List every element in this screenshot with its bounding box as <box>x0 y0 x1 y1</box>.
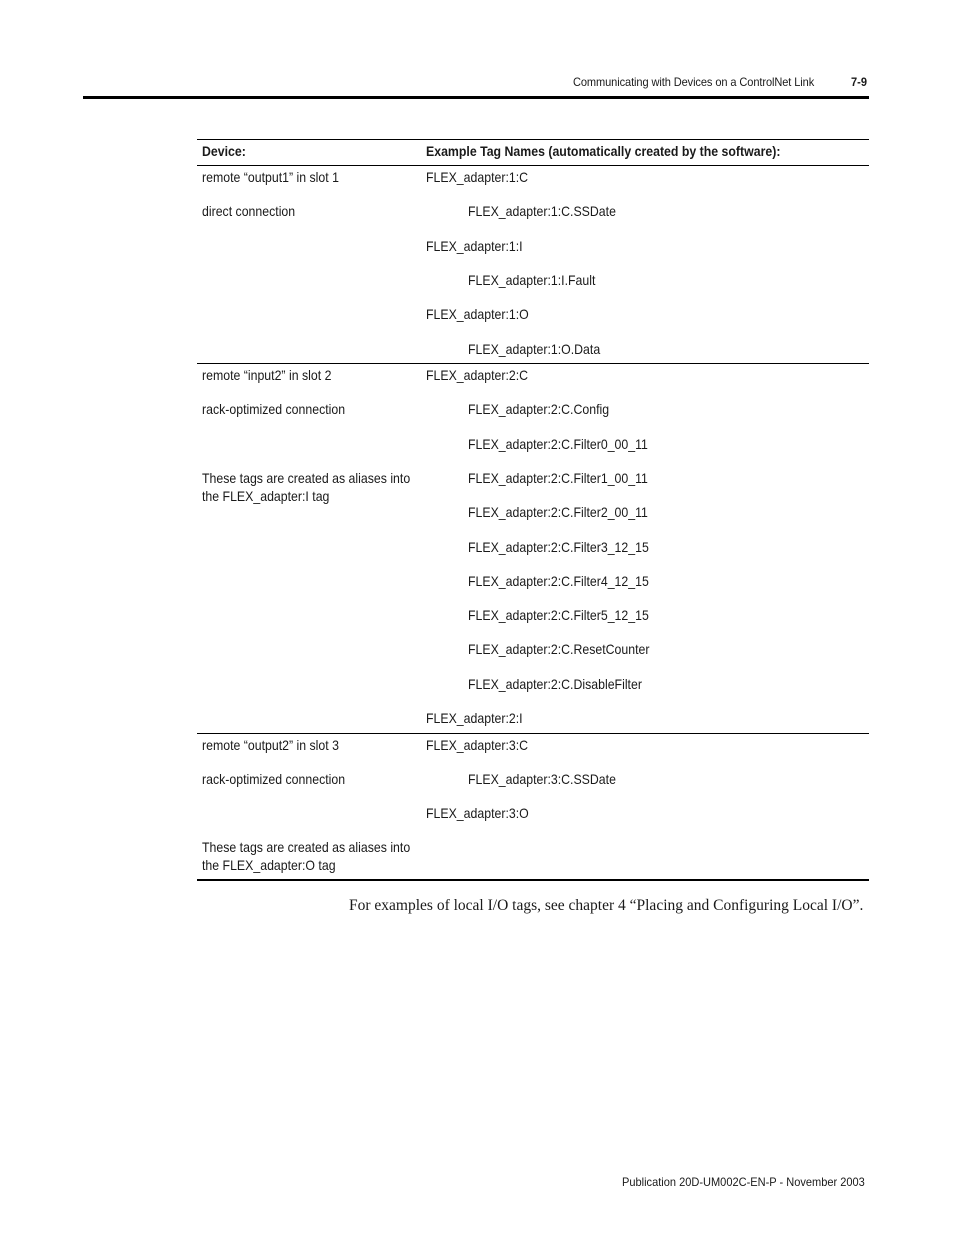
tag-member: FLEX_adapter:2:C.Filter3_12_15 <box>468 539 649 555</box>
tag-member: FLEX_adapter:2:C.Filter5_12_15 <box>468 607 649 623</box>
tag-name: FLEX_adapter:2:I <box>426 710 523 726</box>
tag-member: FLEX_adapter:2:C.Config <box>468 401 610 417</box>
publication-footer: Publication 20D-UM002C-EN-P - November 2003 <box>622 1175 865 1189</box>
tag-member: FLEX_adapter:1:I.Fault <box>468 272 596 288</box>
device-name: remote “output1” in slot 1 <box>202 169 339 185</box>
alias-note: These tags are created as aliases into the FLEX_adapter:O tag <box>202 839 411 873</box>
table-header-rule <box>197 165 869 166</box>
tag-name: FLEX_adapter:2:C <box>426 367 529 383</box>
page-number: 7-9 <box>851 75 867 89</box>
tag-member: FLEX_adapter:1:O.Data <box>468 341 601 357</box>
device-name: remote “input2” in slot 2 <box>202 367 332 383</box>
column-header-tag-names: Example Tag Names (automatically created by the software): <box>426 143 781 159</box>
tag-member: FLEX_adapter:2:C.Filter1_00_11 <box>468 470 648 486</box>
body-paragraph: For examples of local I/O tags, see chapter 4 “Placing and Configuring Local I/O”. <box>349 897 864 914</box>
device-name: remote “output2” in slot 3 <box>202 737 339 753</box>
tag-member: FLEX_adapter:1:C.SSDate <box>468 203 616 219</box>
tag-name: FLEX_adapter:1:O <box>426 306 529 322</box>
table-row-divider <box>197 733 869 734</box>
tag-member: FLEX_adapter:2:C.DisableFilter <box>468 676 642 692</box>
tag-name: FLEX_adapter:3:C <box>426 737 529 753</box>
tag-name: FLEX_adapter:3:O <box>426 805 529 821</box>
tag-member: FLEX_adapter:3:C.SSDate <box>468 771 616 787</box>
table-bottom-rule <box>197 879 869 881</box>
header-rule <box>83 96 869 99</box>
alias-note: These tags are created as aliases into the FLEX_adapter:I tag <box>202 470 411 504</box>
table-row-divider <box>197 363 869 364</box>
connection-type: rack-optimized connection <box>202 401 346 417</box>
tag-member: FLEX_adapter:2:C.ResetCounter <box>468 641 650 657</box>
tag-member: FLEX_adapter:2:C.Filter0_00_11 <box>468 436 648 452</box>
column-header-device: Device: <box>202 143 246 159</box>
tag-name: FLEX_adapter:1:I <box>426 238 523 254</box>
connection-type: direct connection <box>202 203 296 219</box>
connection-type: rack-optimized connection <box>202 771 346 787</box>
tag-name: FLEX_adapter:1:C <box>426 169 529 185</box>
tag-member: FLEX_adapter:2:C.Filter2_00_11 <box>468 504 648 520</box>
tag-member: FLEX_adapter:2:C.Filter4_12_15 <box>468 573 649 589</box>
table-top-rule <box>197 139 869 140</box>
running-header-title: Communicating with Devices on a ControlNet Link <box>573 75 815 89</box>
